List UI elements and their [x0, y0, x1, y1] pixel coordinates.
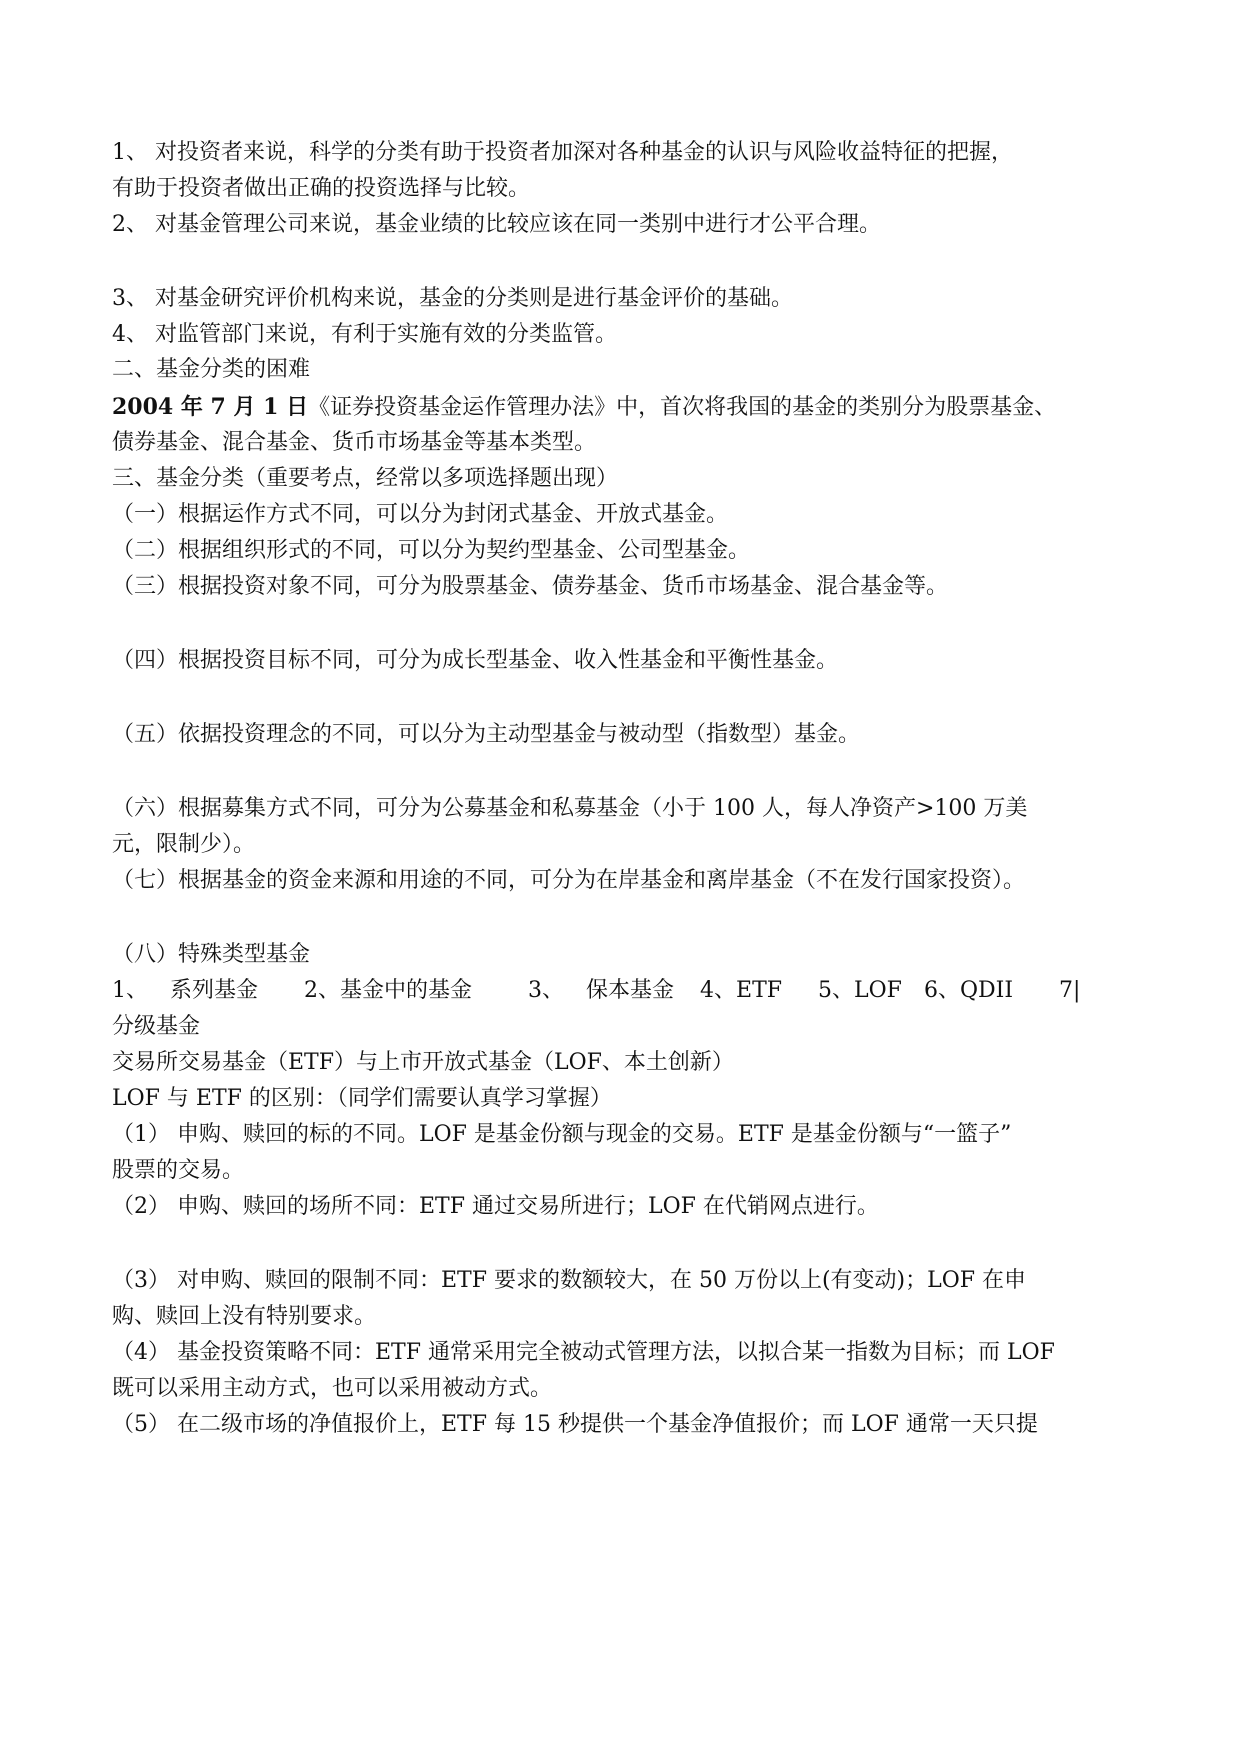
text-line: 交易所交易基金（ETF）与上市开放式基金（LOF、本土创新）: [112, 1050, 734, 1075]
text-line: [112, 392, 1056, 423]
text-line: 元，限制少）。: [112, 832, 256, 857]
text-line: （2） 申购、赎回的场所不同：ETF 通过交易所进行；LOF 在代销网点进行。: [112, 1194, 879, 1219]
special-type-item: 7|: [1059, 978, 1081, 1003]
text-line: （六）根据募集方式不同，可分为公募基金和私募基金（小于 100 人，每人净资产>100 万美: [112, 796, 1028, 821]
text-line: 2、 对基金管理公司来说，基金业绩的比较应该在同一类别中进行才公平合理。: [112, 212, 881, 237]
text-line: LOF 与 ETF 的区别：（同学们需要认真学习掌握）: [112, 1086, 612, 1111]
section-heading: 三、基金分类（重要考点，经常以多项选择题出现）: [112, 466, 619, 491]
text-line: 既可以采用主动方式，也可以采用被动方式。: [112, 1376, 553, 1401]
special-type-item: 保本基金: [586, 978, 675, 1003]
special-type-item: 1、: [112, 978, 148, 1003]
text-line: 债券基金、混合基金、货币市场基金等基本类型。: [112, 430, 597, 455]
text-line: 3、 对基金研究评价机构来说，基金的分类则是进行基金评价的基础。: [112, 286, 793, 311]
special-type-item: 5、LOF: [818, 978, 902, 1003]
text-line: 4、 对监管部门来说，有利于实施有效的分类监管。: [112, 322, 617, 347]
text-line: （3） 对申购、赎回的限制不同：ETF 要求的数额较大，在 50 万份以上(有变动)；LOF 在申: [112, 1268, 1027, 1293]
text-line: （五）依据投资理念的不同，可以分为主动型基金与被动型（指数型）基金。: [112, 722, 861, 747]
text-line: 分级基金: [112, 1014, 201, 1039]
special-type-item: 2、基金中的基金: [304, 978, 473, 1003]
text-line: 1、 对投资者来说，科学的分类有助于投资者加深对各种基金的认识与风险收益特征的把握，: [112, 140, 1013, 165]
date-bold: 2004 年 7 月 1 日: [112, 394, 309, 420]
text-line: （1） 申购、赎回的标的不同。LOF 是基金份额与现金的交易。ETF 是基金份额与“一篮子”: [112, 1122, 1012, 1147]
text-line: 购、赎回上没有特别要求。: [112, 1304, 377, 1329]
text-line: （四）根据投资目标不同，可分为成长型基金、收入性基金和平衡性基金。: [112, 648, 839, 673]
text-line: （三）根据投资对象不同，可分为股票基金、债券基金、货币市场基金、混合基金等。: [112, 574, 949, 599]
text-line: （4） 基金投资策略不同：ETF 通常采用完全被动式管理方法，以拟合某一指数为目标；而 LOF: [112, 1340, 1055, 1365]
section-heading: 二、基金分类的困难: [112, 357, 311, 382]
special-type-item: 4、ETF: [700, 978, 783, 1003]
special-types-list: [112, 976, 1080, 1006]
special-type-item: 系列基金: [170, 978, 259, 1003]
special-type-item: 3、: [528, 978, 565, 1003]
text-line: 有助于投资者做出正确的投资选择与比较。: [112, 176, 531, 201]
text-line: （二）根据组织形式的不同，可以分为契约型基金、公司型基金。: [112, 538, 751, 563]
text-line: （一）根据运作方式不同，可以分为封闭式基金、开放式基金。: [112, 502, 729, 527]
regulation-text: 《证券投资基金运作管理办法》中，首次将我国的基金的类别分为股票基金、: [308, 395, 1057, 420]
text-line: （5） 在二级市场的净值报价上，ETF 每 15 秒提供一个基金净值报价；而 LOF 通常一天只提: [112, 1412, 1038, 1437]
text-line: （八）特殊类型基金: [112, 942, 311, 967]
text-line: （七）根据基金的资金来源和用途的不同，可分为在岸基金和离岸基金（不在发行国家投资）。: [112, 868, 1026, 893]
text-line: 股票的交易。: [112, 1158, 245, 1183]
special-type-item: 6、QDII: [923, 978, 1014, 1003]
